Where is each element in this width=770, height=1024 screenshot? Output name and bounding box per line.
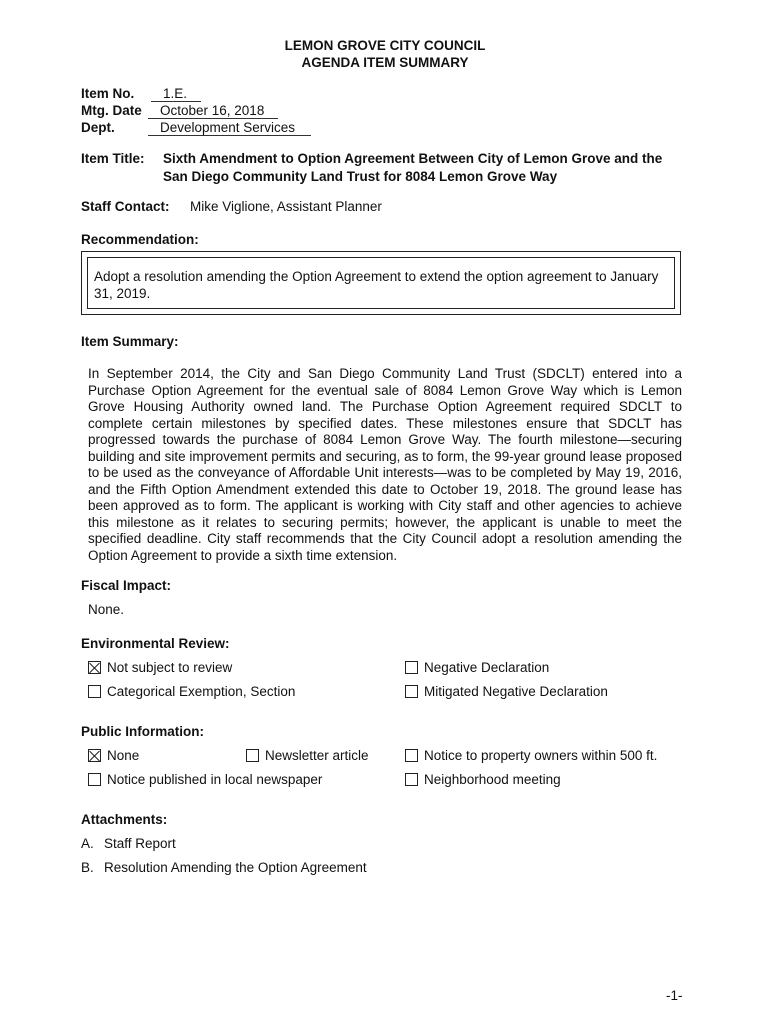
staff-contact-value: Mike Viglione, Assistant Planner [190, 199, 382, 214]
checkbox-icon[interactable] [88, 749, 101, 762]
dept-value: Development Services [148, 120, 311, 136]
pub-option-local-newspaper[interactable] [88, 772, 322, 787]
pub-option-label: Notice to property owners within 500 ft. [424, 748, 658, 763]
pub-option-label: Notice published in local newspaper [107, 772, 323, 787]
attachments-label: Attachments: [81, 812, 168, 827]
pub-option-newsletter[interactable] [246, 748, 369, 763]
pub-option-label: None [107, 748, 140, 763]
pub-option-none[interactable] [88, 748, 139, 763]
fiscal-impact-label: Fiscal Impact: [81, 578, 172, 593]
env-option-label: Negative Declaration [424, 660, 550, 675]
attachment-a-text: Staff Report [104, 836, 176, 851]
checkbox-icon[interactable] [88, 685, 101, 698]
item-no-value: 1.E. [151, 86, 201, 102]
item-no-label: Item No. [81, 86, 135, 101]
checkbox-icon[interactable] [88, 661, 101, 674]
attachment-a-letter: A. [81, 836, 94, 851]
recommendation-text [94, 268, 674, 302]
checkbox-icon[interactable] [405, 661, 418, 674]
env-option-categorical-exemption[interactable] [88, 684, 295, 699]
env-option-not-subject[interactable] [88, 660, 232, 675]
item-title-label: Item Title: [81, 151, 145, 166]
council-title: LEMON GROVE CITY COUNCIL [284, 38, 486, 53]
item-summary-label: Item Summary: [81, 334, 179, 349]
item-title-line-2: San Diego Community Land Trust for 8084 Lemon Grove Way [163, 169, 558, 184]
pub-option-neighborhood-meeting[interactable] [405, 772, 561, 787]
checkbox-icon[interactable] [405, 749, 418, 762]
pub-option-label: Neighborhood meeting [424, 772, 561, 787]
dept-label: Dept. [81, 120, 115, 135]
public-information-label: Public Information: [81, 724, 204, 739]
checkbox-icon[interactable] [246, 749, 259, 762]
page-number: -1- [666, 988, 683, 1003]
staff-contact-label: Staff Contact: [81, 199, 170, 214]
env-option-label: Not subject to review [107, 660, 233, 675]
checkbox-icon[interactable] [405, 685, 418, 698]
recommendation-inner-box [87, 257, 675, 309]
agenda-summary-title: AGENDA ITEM SUMMARY [301, 55, 469, 70]
env-option-mitigated-negative[interactable] [405, 684, 608, 699]
checkbox-icon[interactable] [88, 773, 101, 786]
environmental-review-label: Environmental Review: [81, 636, 230, 651]
recommendation-line-1: Adopt a resolution amending the Option Agreement to extend the option agreement to January [94, 269, 659, 284]
env-option-negative-declaration[interactable] [405, 660, 549, 675]
mtg-date-label: Mtg. Date [81, 103, 142, 118]
mtg-date-value: October 16, 2018 [148, 103, 278, 119]
recommendation-label: Recommendation: [81, 232, 199, 247]
item-summary-text: In September 2014, the City and San Diego Community Land Trust (SDCLT) entered into a Purchase Option Agreement for the eventual sale of 8084 Lemon Grove Way which is Lemon Grove Housing Authority owned land. The Purchase Option Agreement required SDCLT to complete certain milestones by specified dates. These milestones ensure that SDCLT has progressed towards the purchase of 8084 Lemon Grove Way. The fourth milestone—securing building and site improvement permits and securing, as to form, the 99-year ground lease proposed to be used as the conveyance of Affordable Unit interests—was to be completed by May 19, 2016, and the Fifth Option Amendment extended this date to October 19, 2018. The ground lease has been approved as to form. The applicant is working with City staff and other agencies to achieve this milestone as it relates to securing permits; however, the applicant is unable to meet the specified deadline. City staff recommends that the City Council adopt a resolution amending the Option Agreement to provide a sixth time extension. [88, 366, 682, 564]
attachment-b-text: Resolution Amending the Option Agreement [104, 860, 367, 875]
item-title-text [163, 150, 693, 186]
recommendation-line-2: 31, 2019. [94, 286, 151, 301]
env-option-label: Mitigated Negative Declaration [424, 684, 608, 699]
attachment-b-letter: B. [81, 860, 94, 875]
pub-option-notice-owners[interactable] [405, 748, 657, 763]
fiscal-impact-value: None. [88, 602, 125, 617]
checkbox-icon[interactable] [405, 773, 418, 786]
pub-option-label: Newsletter article [265, 748, 369, 763]
recommendation-box [81, 251, 681, 315]
item-title-line-1: Sixth Amendment to Option Agreement Between City of Lemon Grove and the [163, 151, 663, 166]
env-option-label: Categorical Exemption, Section [107, 684, 296, 699]
